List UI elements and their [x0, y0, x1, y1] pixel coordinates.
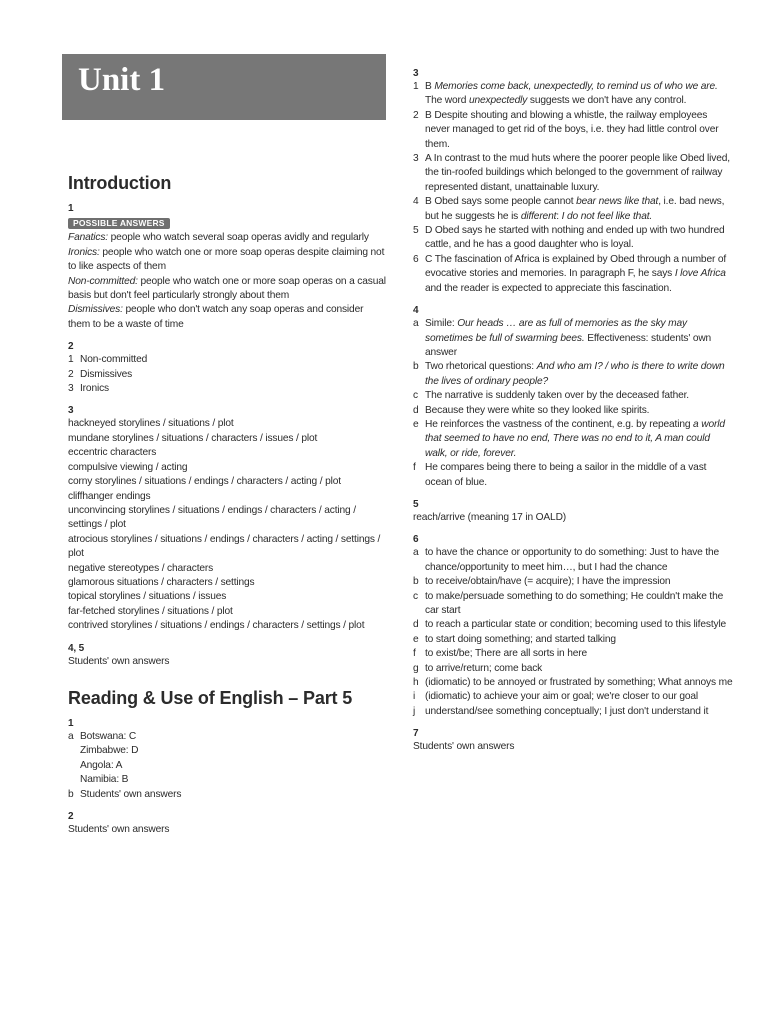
answer-item: 4 B Obed says some people cannot bear news like that, i.e. bad news, but he suggests he is different: I do not feel like that. — [413, 196, 725, 222]
answer-item: c The narrative is suddenly taken over by the deceased father. — [413, 390, 689, 402]
collocation-list — [68, 417, 386, 633]
definition-entry: Dismissives: people who don't watch any soap operas and consider them to be a waste of time — [68, 304, 364, 330]
collocation-line: negative stereotypes / characters — [68, 562, 214, 574]
answer-item: h (idiomatic) to be annoyed or frustrated by something; What annoys me — [413, 677, 733, 689]
answer-item: c to make/persuade something to do something; He couldn't make the car start — [413, 590, 724, 616]
definition-entry: Fanatics: people who watch several soap operas avidly and regularly — [68, 232, 369, 244]
collocation-line: compulsive viewing / acting — [68, 461, 188, 473]
collocation-line: corny storylines / situations / endings / characters / acting / plot — [68, 476, 341, 488]
answer-item: 3 Ironics — [68, 383, 109, 395]
collocation-line: hackneyed storylines / situations / plot — [68, 418, 234, 430]
answer-item: 6 C The fascination of Africa is explained by Obed through a number of evocative stories and memories. In paragraph F, he says I love Africa and the reader is expected to appreciate this fascination. — [413, 253, 727, 294]
unit-banner — [62, 54, 386, 120]
answer-item: b Students' own answers — [68, 788, 182, 800]
answer-item: 1 Non-committed — [68, 354, 148, 366]
collocation-line: atrocious storylines / situations / endings / characters / acting / settings / plot — [68, 533, 381, 560]
answer-item: a Botswana: C — [68, 730, 137, 742]
answer-item: i (idiomatic) to achieve your aim or goal; we're closer to our goal — [413, 691, 699, 703]
answer-item: b to receive/obtain/have (= acquire); I have the impression — [413, 576, 671, 588]
intro-q2-number: 2 — [68, 341, 74, 353]
answer-item: 1 B Memories come back, unexpectedly, to remind us of who we are. The word unexpectedly suggests we don't have any control. — [413, 81, 718, 107]
collocation-line: cliffhanger endings — [68, 490, 151, 502]
answer-item: e to start doing something; and started talking — [413, 633, 616, 645]
definition-entry: Non-committed: people who watch one or more soap operas on a casual basis but don't feel particularly strongly about them — [68, 275, 386, 302]
answer-item: j understand/see something conceptually; I just don't understand it — [413, 705, 709, 717]
answer-item: g to arrive/return; come back — [413, 662, 543, 674]
answer-text: reach/arrive (meaning 17 in OALD) — [413, 511, 567, 523]
answer-item: 5 D Obed says he started with nothing and ended up with two hundred cattle, and he has a good daughter who is loyal. — [413, 225, 725, 251]
answer-text: Students' own answers — [68, 824, 170, 835]
possible-answers-badge: POSSIBLE ANSWERS — [68, 218, 170, 229]
reading-heading: Reading & Use of English – Part 5 — [68, 687, 353, 708]
answer-item: e He reinforces the vastness of the continent, e.g. by repeating a world that seemed to have no end, There was no end to it, A man could walk, or ride, forever. — [413, 418, 725, 459]
answer-item: b Two rhetorical questions: And who am I? / who is there to write down the lives of ordinary people? — [413, 361, 725, 387]
reading-q7-number: 7 — [413, 728, 419, 740]
answer-item: d to reach a particular state or condition; becoming used to this lifestyle — [413, 619, 727, 631]
answer-item: f He compares being there to being a sailor in the middle of a vast ocean of blue. — [413, 462, 707, 488]
answer-item: a to have the chance or opportunity to do something: Just to have the chance/opportunity to meet him…, but I had the chance — [413, 547, 720, 573]
answer-item: 3 A In contrast to the mud huts where the poorer people like Obed lived, the tin-roofed buildings which belonged to the government of railway represented distant, unattainable luxury. — [413, 153, 730, 193]
reading-q3-number: 3 — [413, 68, 419, 79]
answer-item: f to exist/be; There are all sorts in here — [413, 648, 587, 660]
reading-q3-list — [413, 80, 733, 296]
intro-q1-number: 1 — [68, 203, 74, 214]
answer-text: Students' own answers — [68, 655, 170, 667]
reading-q4-number: 4 — [413, 305, 419, 317]
collocation-line: eccentric characters — [68, 447, 157, 459]
answer-item: 2 B Despite shouting and blowing a whistle, the railway employees never managed to get rid of the boys, i.e. they had little control over them. — [413, 109, 719, 150]
answer-line: Zimbabwe: D — [80, 745, 139, 757]
introduction-heading: Introduction — [68, 173, 172, 193]
answer-item: a Simile: Our heads … are as full of memories as the sky may sometimes be full of swarming bees. Effectiveness: students' own answer — [413, 318, 712, 358]
intro-q3-number: 3 — [68, 405, 74, 417]
collocation-line: glamorous situations / characters / settings — [68, 576, 255, 588]
right-column — [413, 67, 733, 755]
collocation-line: far-fetched storylines / situations / plot — [68, 605, 233, 617]
definition-entry: Ironics: people who watch one or more soap operas despite claiming not to like aspects of them — [68, 246, 385, 273]
answer-item: 2 Dismissives — [68, 368, 133, 380]
answer-item: d Because they were white so they looked like spirits. — [413, 404, 650, 416]
collocation-line: contrived storylines / situations / endings / characters / settings / plot — [68, 620, 365, 632]
answer-line: Namibia: B — [80, 774, 129, 786]
answer-text: Students' own answers — [413, 741, 515, 753]
collocation-line: unconvincing storylines / situations / endings / characters / acting / settings / plot — [68, 504, 356, 531]
reading-q5-number: 5 — [413, 498, 419, 510]
unit-title: Unit 1 — [78, 62, 166, 98]
reading-q6-number: 6 — [413, 534, 419, 546]
collocation-line: mundane storylines / situations / characters / issues / plot — [68, 432, 318, 444]
left-column — [68, 172, 386, 837]
reading-q2-number: 2 — [68, 811, 74, 822]
reading-q6-list — [413, 546, 733, 719]
collocation-line: topical storylines / situations / issues — [68, 591, 227, 603]
reading-q1-number: 1 — [68, 717, 74, 729]
reading-q4-list — [413, 317, 733, 490]
answer-line: Angola: A — [80, 759, 123, 771]
intro-q45-number: 4, 5 — [68, 642, 85, 654]
